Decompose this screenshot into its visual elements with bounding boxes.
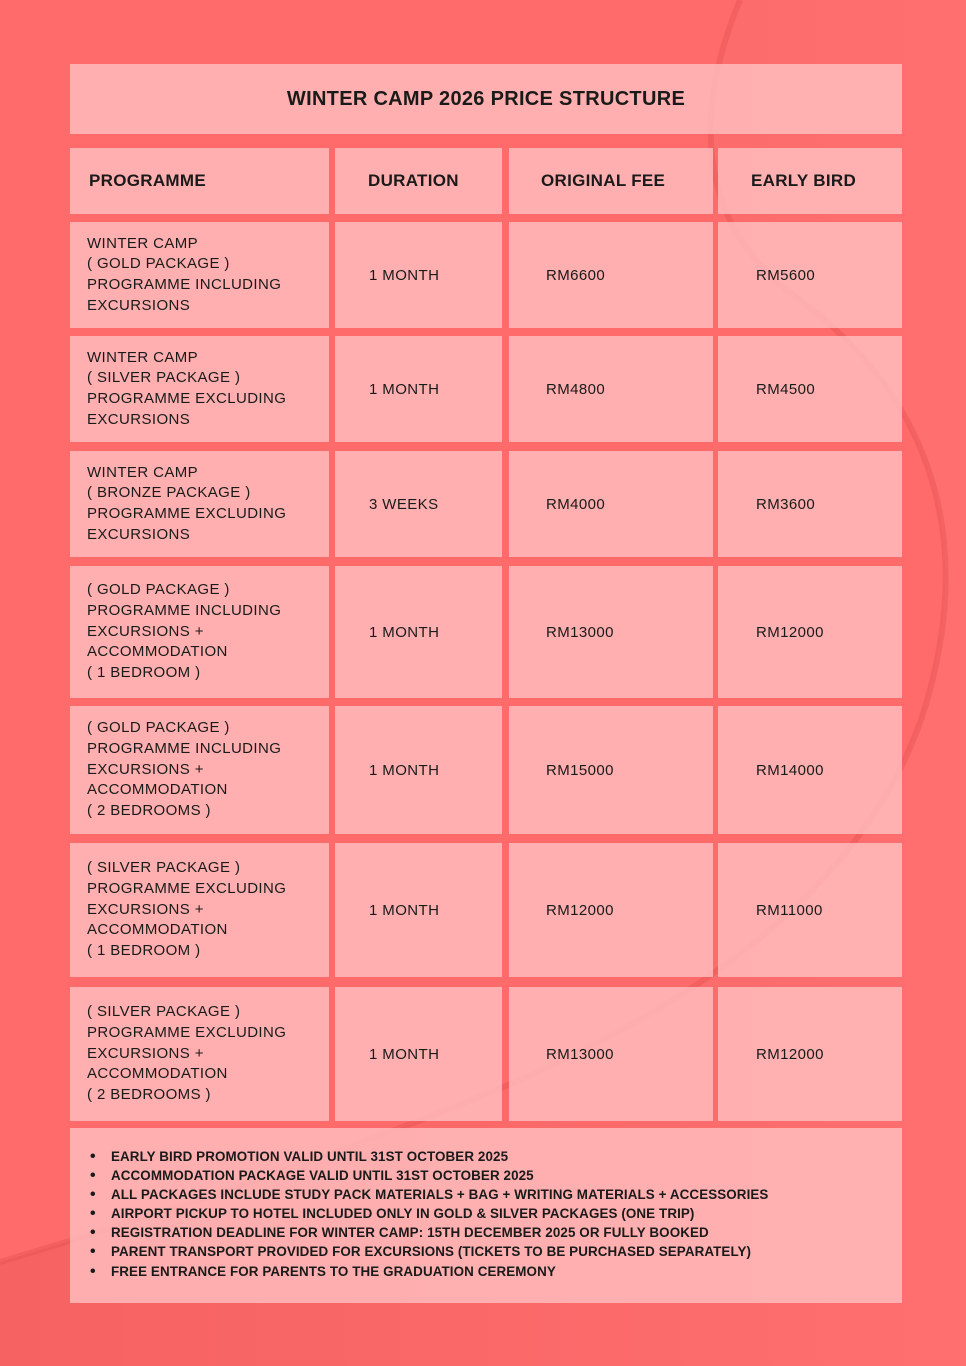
note-item: • AIRPORT PICKUP TO HOTEL INCLUDED ONLY IN GOLD & SILVER PACKAGES (ONE TRIP) [90,1204,902,1223]
note-item: • ACCOMMODATION PACKAGE VALID UNTIL 31ST OCTOBER 2025 [90,1166,902,1185]
note-item: • PARENT TRANSPORT PROVIDED FOR EXCURSIONS (TICKETS TO BE PURCHASED SEPARATELY) [90,1242,902,1261]
row-1-duration: 1 MONTH [335,222,502,328]
row-5-early-bird: RM14000 [718,706,902,834]
row-1-early-bird: RM5600 [718,222,902,328]
row-2-original-fee: RM4800 [509,336,713,442]
header-duration: DURATION [335,148,502,214]
row-7-duration: 1 MONTH [335,987,502,1121]
row-6-duration: 1 MONTH [335,843,502,977]
row-4-original-fee: RM13000 [509,566,713,698]
header-programme: PROGRAMME [70,148,329,214]
note-item: • REGISTRATION DEADLINE FOR WINTER CAMP: 15TH DECEMBER 2025 OR FULLY BOOKED [90,1223,902,1242]
note-item: • EARLY BIRD PROMOTION VALID UNTIL 31ST OCTOBER 2025 [90,1147,902,1166]
row-7-original-fee: RM13000 [509,987,713,1121]
note-item: • FREE ENTRANCE FOR PARENTS TO THE GRADUATION CEREMONY [90,1262,902,1281]
row-5-programme: ( GOLD PACKAGE ) PROGRAMME INCLUDING EXCURSIONS + ACCOMMODATION ( 2 BEDROOMS ) [70,706,329,834]
row-1-programme: WINTER CAMP ( GOLD PACKAGE ) PROGRAMME INCLUDING EXCURSIONS [70,222,329,328]
row-6-programme: ( SILVER PACKAGE ) PROGRAMME EXCLUDING EXCURSIONS + ACCOMMODATION ( 1 BEDROOM ) [70,843,329,977]
row-2-programme: WINTER CAMP ( SILVER PACKAGE ) PROGRAMME EXCLUDING EXCURSIONS [70,336,329,442]
row-5-original-fee: RM15000 [509,706,713,834]
row-3-duration: 3 WEEKS [335,451,502,557]
page-title: WINTER CAMP 2026 PRICE STRUCTURE [70,64,902,134]
row-6-early-bird: RM11000 [718,843,902,977]
row-3-programme: WINTER CAMP ( BRONZE PACKAGE ) PROGRAMME EXCLUDING EXCURSIONS [70,451,329,557]
row-4-duration: 1 MONTH [335,566,502,698]
row-2-duration: 1 MONTH [335,336,502,442]
row-4-programme: ( GOLD PACKAGE ) PROGRAMME INCLUDING EXCURSIONS + ACCOMMODATION ( 1 BEDROOM ) [70,566,329,698]
row-3-original-fee: RM4000 [509,451,713,557]
row-3-early-bird: RM3600 [718,451,902,557]
row-7-programme: ( SILVER PACKAGE ) PROGRAMME EXCLUDING EXCURSIONS + ACCOMMODATION ( 2 BEDROOMS ) [70,987,329,1121]
row-6-original-fee: RM12000 [509,843,713,977]
row-2-early-bird: RM4500 [718,336,902,442]
header-original-fee: ORIGINAL FEE [509,148,713,214]
notes-list [90,1147,902,1281]
row-1-original-fee: RM6600 [509,222,713,328]
note-item: • ALL PACKAGES INCLUDE STUDY PACK MATERIALS + BAG + WRITING MATERIALS + ACCESSORIES [90,1185,902,1204]
row-7-early-bird: RM12000 [718,987,902,1121]
header-early-bird: EARLY BIRD [718,148,902,214]
notes-box [70,1128,902,1303]
row-5-duration: 1 MONTH [335,706,502,834]
row-4-early-bird: RM12000 [718,566,902,698]
